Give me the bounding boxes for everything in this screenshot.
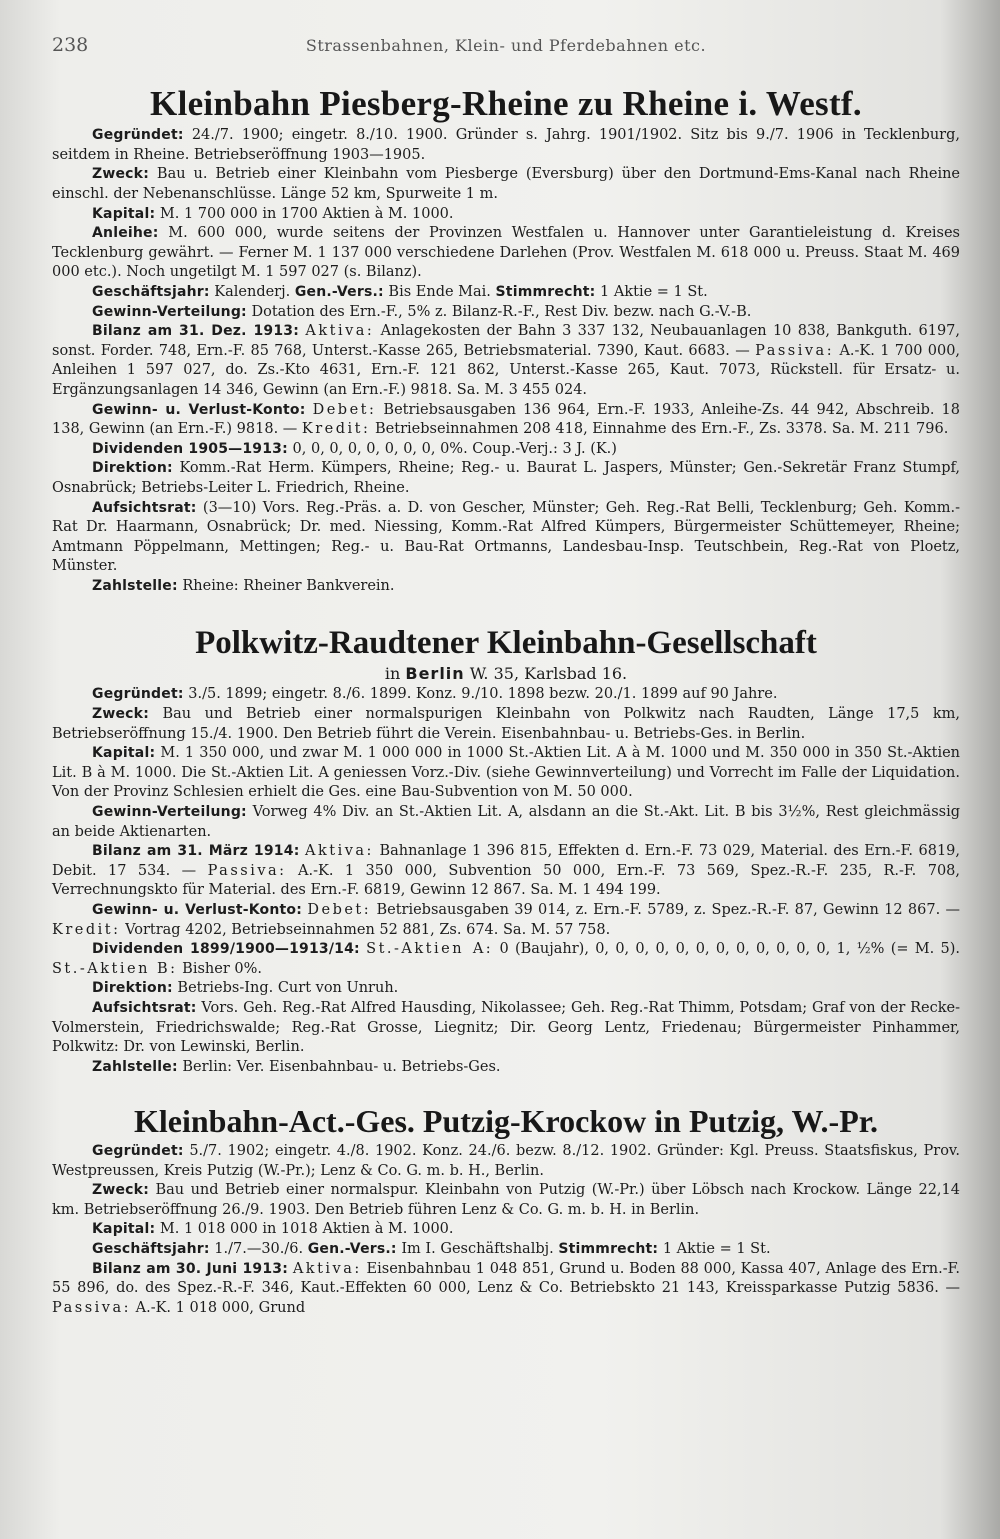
assets-word: Aktiva: [292, 1260, 362, 1277]
purpose-text: Bau und Betrieb einer normalspurigen Kleinbahn von Polkwitz nach Raudten, Länge 17,5 km, Betriebseröffnung 15./4. 1900. Den Betrieb führt die Verein. Eisenbahnbau- u. Betriebs-Ges. in Berlin. [52, 706, 960, 742]
purpose-label: Zweck: [92, 1182, 149, 1199]
credit-text: Betriebseinnahmen 208 418, Einnahme des Ern.-F., Zs. 3378. Sa. M. 211 796. [375, 421, 949, 438]
assets-word: Aktiva: [305, 323, 375, 340]
running-head [52, 34, 960, 64]
profit-loss-label: Gewinn- u. Verlust-Konto: [92, 401, 306, 418]
capital-label: Kapital: [92, 205, 156, 222]
liabilities-text: A.-K. 1 018 000, Grund [135, 1299, 306, 1316]
profit-distribution-label: Gewinn-Verteilung: [92, 804, 247, 820]
liabilities-text: A.-K. 1 350 000, Subvention 50 000, Ern.-F. 73 569, Spez.-R.-F. 235, R.-F. 708, Verrechnungskto für Material. des Ern.-F. 6819, Gewinn 12 867. Sa. M. 1 494 199. [52, 862, 961, 899]
management-label: Direktion: [92, 460, 173, 477]
seat-city: Berlin [405, 664, 465, 684]
balance-label: Bilanz am 31. Dez. 1913: [92, 323, 300, 340]
general-meeting-text: Im I. Geschäftshalbj. [401, 1241, 554, 1258]
assets-word: Aktiva: [305, 843, 374, 860]
fiscal-year-paragraph [52, 1240, 960, 1260]
general-meeting-text: Bis Ende Mai. [388, 284, 491, 300]
founded-text: 3./5. 1899; eingetr. 8./6. 1899. Konz. 9./10. 1898 bezw. 20./1. 1899 auf 90 Jahre. [188, 686, 778, 703]
profit-distribution-text: Vorweg 4% Div. an St.-Aktien Lit. A, alsdann an die St.-Akt. Lit. B bis 3½%, Rest gleichmässig an beide Aktienarten. [52, 804, 960, 840]
credit-word: Kredit: [301, 421, 371, 438]
supervisory-board-text: (3—10) Vors. Reg.-Präs. a. D. von Gescher, Münster; Geh. Reg.-Rat Belli, Tecklenburg; Geh. Komm.-Rat Dr. Haarmann, Osnabrück; Dr. med. Niessing, Komm.-Rat Alfred Kümpers, Bürgermeister Schüttemeyer, Rheine; Amtmann Pöppelmann, Mettingen; Reg.- u. Bau-Rat Ortmanns, Landesbau-Insp. Teutschbein, Reg.-Rat von Ploetz, Münster. [52, 499, 961, 575]
dividends-label: Dividenden 1905—1913: [92, 440, 288, 457]
voting-right-label: Stimmrecht: [558, 1241, 659, 1258]
voting-right-text: 1 Aktie = 1 St. [600, 284, 708, 300]
capital-paragraph [52, 1220, 960, 1240]
purpose-paragraph [52, 165, 960, 204]
capital-text: M. 1 700 000 in 1700 Aktien à M. 1000. [159, 205, 454, 222]
dividends-a-word: St.-Aktien A: [366, 941, 494, 958]
voting-right-text: 1 Aktie = 1 St. [662, 1241, 771, 1258]
debit-word: Debet: [307, 901, 372, 918]
purpose-label: Zweck: [92, 706, 149, 723]
purpose-paragraph [52, 705, 960, 744]
capital-text: M. 1 350 000, und zwar M. 1 000 000 in 1000 St.-Aktien Lit. A à M. 1000 und M. 350 000 in 350 St.-Aktien Lit. B à M. 1000. Die St.-Aktien Lit. A geniessen Vorz.-Div. (siehe Gewinnverteilung) und Vorrecht im Falle der Liquidation. Von der Provinz Schlesien erhielt die Ges. eine Bau-Subvention von M. 50 000. [52, 745, 960, 801]
capital-label: Kapital: [92, 1221, 156, 1238]
liabilities-text: A.-K. 1 700 000, Anleihen 1 597 027, do. Zs.-Kto 4631, Ern.-F. 121 862, Unterst.-Kasse 265, Kaut. 7073, Rückstell. für Ersatz- u. Ergänzungsanlagen 14 346, Gewinn (an Ern.-F.) 9818. Sa. M. 3 455 024. [52, 342, 961, 398]
paying-agent-paragraph [52, 1058, 960, 1078]
supervisory-board-text: Vors. Geh. Reg.-Rat Alfred Hausding, Nikolassee; Geh. Reg.-Rat Thimm, Potsdam; Graf von der Recke-Volmerstein, Friedrichswalde; Reg.-Rat Grosse, Liegnitz; Dir. Georg Lentz, Friedenau; Bürgermeister Pinhammer, Polkwitz: Dr. von Lewinski, Berlin. [52, 999, 961, 1056]
founded-label: Gegründet: [92, 127, 184, 144]
capital-paragraph [52, 744, 960, 803]
dividends-b-text: Bisher 0%. [182, 960, 262, 977]
entry-putzig-krockow [52, 1103, 960, 1318]
fiscal-year-paragraph [52, 283, 960, 303]
page-number: 238 [52, 34, 89, 56]
company-title: Kleinbahn-Act.-Ges. Putzig-Krockow in Putzig, W.-Pr. [134, 1103, 878, 1140]
loan-paragraph [52, 224, 960, 283]
general-meeting-label: Gen.-Vers.: [307, 1241, 397, 1258]
paying-agent-label: Zahlstelle: [92, 1058, 178, 1075]
management-label: Direktion: [92, 980, 173, 997]
management-text: Komm.-Rat Herm. Kümpers, Rheine; Reg.- u. Baurat L. Jaspers, Münster; Gen.-Sekretär Franz Stumpf, Osnabrück; Betriebs-Leiter L. Friedrich, Rheine. [52, 460, 961, 496]
founded-paragraph [52, 1142, 960, 1181]
debit-text: Betriebsausgaben 136 964, Ern.-F. 1933, Anleihe-Zs. 44 942, Abschreib. 18 138, Gewinn (an Ern.-F.) 9818. — [52, 401, 961, 438]
dividends-paragraph [52, 940, 960, 979]
profit-loss-paragraph [52, 401, 960, 440]
company-title: Polkwitz-Raudtener Kleinbahn-Gesellschaft [195, 624, 817, 661]
voting-right-label: Stimmrecht: [495, 284, 596, 300]
balance-paragraph [52, 842, 960, 901]
entry-polkwitz-raudtener [52, 625, 960, 1078]
founded-text: 24./7. 1900; eingetr. 8./10. 1900. Gründer s. Jahrg. 1901/1902. Sitz bis 9./7. 1906 in Tecklenburg, seitdem in Rheine. Betriebseröffnung 1903—1905. [52, 127, 960, 163]
profit-loss-paragraph [52, 901, 960, 940]
debit-word: Debet: [312, 401, 377, 418]
purpose-text: Bau u. Betrieb einer Kleinbahn vom Piesberge (Eversburg) über den Dortmund-Ems-Kanal nach Rheine einschl. der Nebenanschlüsse. Länge 52 km, Spurweite 1 m. [52, 166, 960, 203]
capital-label: Kapital: [92, 745, 156, 762]
profit-distribution-label: Gewinn-Verteilung: [92, 303, 247, 320]
purpose-paragraph [52, 1181, 960, 1220]
paying-agent-text: Berlin: Ver. Eisenbahnbau- u. Betriebs-Ges. [182, 1058, 501, 1075]
liabilities-word: Passiva: [755, 342, 835, 359]
assets-text: Anlagekosten der Bahn 3 337 132, Neubauanlagen 10 838, Bankguth. 6197, sonst. Forder. 748, Ern.-F. 85 768, Unterst.-Kasse 265, Betriebsmaterial. 7390, Kaut. 6683. — [52, 323, 961, 359]
assets-text: Eisenbahnbau 1 048 851, Grund u. Boden 88 000, Kassa 407, Anlage des Ern.-F. 55 896, do. des Spez.-R.-F. 346, Kaut.-Effekten 60 000, Lenz & Co. Betriebskto 21 143, Kreissparkasse Putzig 5836. — [52, 1260, 961, 1297]
liabilities-word: Passiva: [207, 862, 287, 879]
fiscal-year-label: Geschäftsjahr: [92, 1241, 210, 1258]
dividends-paragraph [52, 440, 960, 460]
fiscal-year-text: Kalenderj. [214, 284, 291, 300]
running-title: Strassenbahnen, Klein- und Pferdebahnen etc. [305, 36, 707, 55]
balance-label: Bilanz am 30. Juni 1913: [92, 1260, 289, 1277]
loan-label: Anleihe: [92, 225, 159, 242]
assets-text: Bahnanlage 1 396 815, Effekten d. Ern.-F. 73 029, Material. des Ern.-F. 6819, Debit. 17 534. — [52, 843, 961, 879]
fiscal-year-text: 1./7.—30./6. [214, 1241, 304, 1258]
paying-agent-text: Rheine: Rheiner Bankverein. [182, 577, 395, 594]
balance-paragraph [52, 322, 960, 400]
balance-label: Bilanz am 31. März 1914: [92, 843, 300, 860]
management-paragraph [52, 459, 960, 498]
supervisory-board-paragraph [52, 499, 960, 577]
founded-label: Gegründet: [92, 1143, 184, 1160]
seat-in: in [384, 664, 401, 684]
capital-text: M. 1 018 000 in 1018 Aktien à M. 1000. [159, 1221, 454, 1238]
profit-distribution-paragraph [52, 803, 960, 842]
founded-text: 5./7. 1902; eingetr. 4./8. 1902. Konz. 24./6. bezw. 8./12. 1902. Gründer: Kgl. Preuss. Staatsfiskus, Prov. Westpreussen, Kreis Putzig (W.-Pr.); Lenz & Co. G. m. b. H., Berlin. [52, 1143, 961, 1179]
purpose-text: Bau und Betrieb einer normalspur. Kleinbahn von Putzig (W.-Pr.) über Löbsch nach Krockow. Länge 22,14 km. Betriebseröffnung 26./9. 1903. Den Betrieb führen Lenz & Co. G. m. b. H. in Berlin. [52, 1182, 960, 1218]
founded-paragraph [52, 126, 960, 165]
balance-paragraph [52, 1260, 960, 1319]
purpose-label: Zweck: [92, 166, 149, 183]
company-seat [52, 664, 960, 683]
profit-distribution-text: Dotation des Ern.-F., 5% z. Bilanz-R.-F., Rest Div. bezw. nach G.-V.-B. [251, 303, 752, 320]
profit-loss-label: Gewinn- u. Verlust-Konto: [92, 901, 303, 918]
capital-paragraph [52, 205, 960, 225]
loan-text: M. 600 000, wurde seitens der Provinzen Westfalen u. Hannover unter Garantieleistung d. Kreises Tecklenburg gewährt. — Ferner M. 1 137 000 verschiedene Darlehen (Prov. Westfalen M. 618 000 u. Preuss. Staat M. 469 000 etc.). Noch ungetilgt M. 1 597 027 (s. Bilanz). [52, 225, 961, 281]
seat-address: W. 35, Karlsbad 16. [469, 664, 628, 684]
debit-text: Betriebsausgaben 39 014, z. Ern.-F. 5789, z. Spez.-R.-F. 87, Gewinn 12 867. — [376, 901, 961, 918]
dividends-label: Dividenden 1899/1900—1913/14: [92, 941, 360, 958]
dividends-b-word: St.-Aktien B: [52, 960, 178, 977]
credit-word: Kredit: [52, 921, 121, 938]
management-paragraph [52, 979, 960, 999]
dividends-text: 0, 0, 0, 0, 0, 0, 0, 0, 0%. Coup.-Verj.: 3 J. (K.) [292, 440, 617, 457]
paying-agent-paragraph [52, 577, 960, 597]
supervisory-board-label: Aufsichtsrat: [92, 999, 197, 1016]
dividends-a-text: 0 (Baujahr), 0, 0, 0, 0, 0, 0, 0, 0, 0, 0, 0, 0, 1, ½% (= M. 5). [499, 941, 960, 958]
paying-agent-label: Zahlstelle: [92, 577, 178, 594]
general-meeting-label: Gen.-Vers.: [294, 284, 384, 300]
supervisory-board-paragraph [52, 999, 960, 1058]
fiscal-year-label: Geschäftsjahr: [92, 284, 210, 300]
supervisory-board-label: Aufsichtsrat: [92, 499, 197, 516]
credit-text: Vortrag 4202, Betriebseinnahmen 52 881, Zs. 674. Sa. M. 57 758. [125, 921, 611, 938]
company-title: Kleinbahn Piesberg-Rheine zu Rheine i. Westf. [150, 84, 862, 123]
liabilities-word: Passiva: [52, 1299, 131, 1316]
profit-distribution-paragraph [52, 303, 960, 323]
founded-paragraph [52, 685, 960, 705]
founded-label: Gegründet: [92, 686, 184, 703]
entry-kleinbahn-piesberg-rheine [52, 84, 960, 597]
management-text: Betriebs-Ing. Curt von Unruh. [177, 980, 399, 997]
